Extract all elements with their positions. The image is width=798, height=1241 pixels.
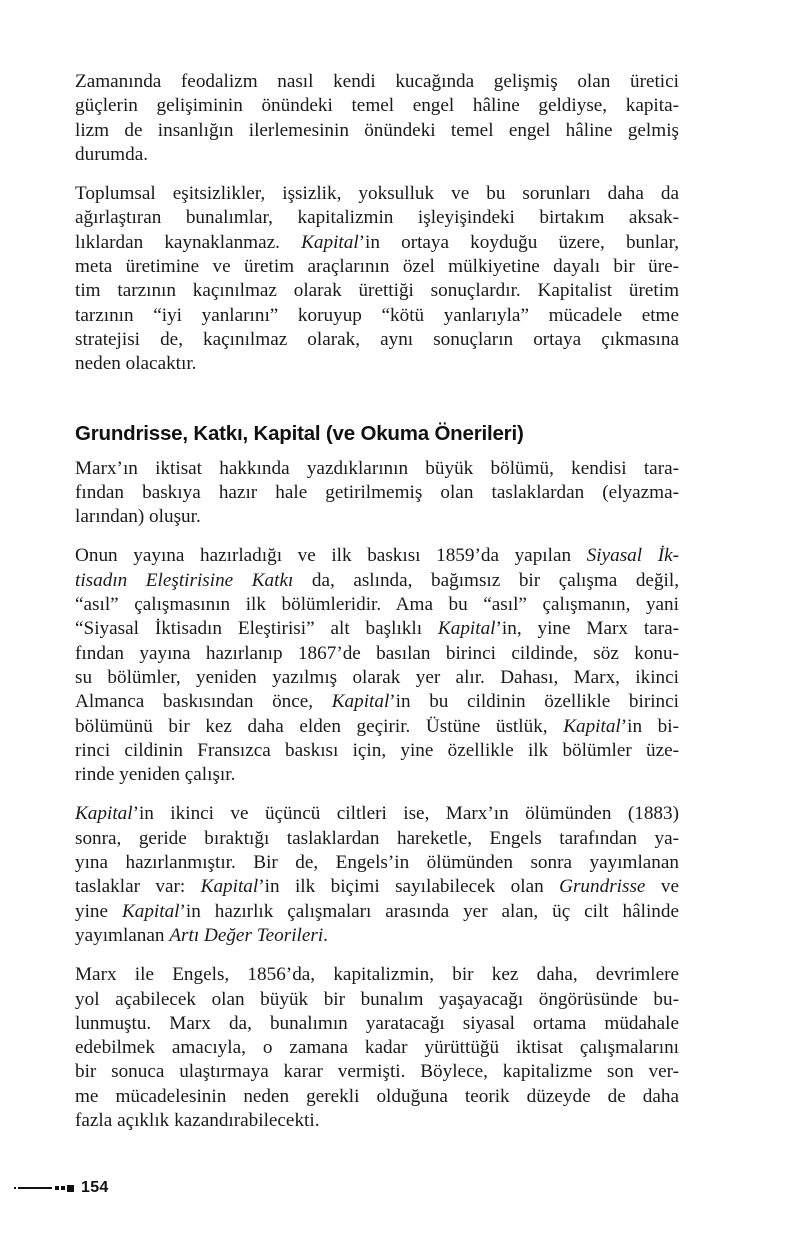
text-segment: ’in hazırlık çalışmaları arasında yer alan, üç cilt hâlinde (179, 900, 679, 922)
text-segment: lunmuştu. Marx da, bunalımın yaratacağı siyasal ortama müdahale (75, 1012, 679, 1034)
section-heading: Grundrisse, Katkı, Kapital (ve Okuma Önerileri) (75, 421, 524, 445)
text-segment: güçlerin gelişiminin önündeki temel engel hâline geldiyse, kapita- (75, 95, 679, 117)
paragraph-gap (75, 948, 679, 963)
text-line (75, 70, 679, 94)
text-line (75, 505, 679, 529)
body-text-before-heading (75, 70, 679, 377)
text-line (75, 328, 679, 352)
text-line (75, 1036, 679, 1060)
text-segment: ’in ortaya koyduğu üzere, bunlar, (358, 231, 679, 253)
text-segment: taslaklar var: (75, 876, 201, 898)
paragraph-gap (75, 787, 679, 802)
text-line (75, 1085, 679, 1109)
text-line (75, 1060, 679, 1084)
text-line (75, 1012, 679, 1036)
text-segment: me mücadelesinin neden gerekli olduğuna teorik düzeyde de daha (75, 1085, 679, 1107)
text-segment: da, aslında, bağımsız bir çalışma değil, (293, 569, 679, 591)
text-line (75, 617, 679, 641)
text-line (75, 304, 679, 328)
text-line (75, 94, 679, 118)
paragraph (75, 182, 679, 376)
italic-title-text: Kapital (563, 715, 621, 737)
text-segment: ’in bu cildinin özellikle birinci (389, 691, 679, 713)
text-segment: tarzının “iyi yanlarını” koruyup “kötü yanlarıyla” mücadele etme (75, 304, 679, 326)
spacer (75, 447, 679, 457)
text-segment: edebilmek amacıyla, o zamana kadar yürüttüğü iktisat çalışmalarını (75, 1037, 679, 1059)
text-line (75, 763, 679, 787)
book-page (75, 70, 679, 1133)
paragraph (75, 802, 679, 948)
italic-title-text: Siyasal İk- (586, 545, 679, 567)
text-line (75, 279, 679, 303)
rule-with-squares-ornament-icon (14, 1185, 74, 1192)
italic-title-text: Kapital (200, 876, 259, 898)
text-line (75, 827, 679, 851)
text-line (75, 642, 679, 666)
text-segment: tim tarzının kaçınılmaz olarak ürettiği sonuçlardır. Kapitalist üretim (75, 280, 679, 302)
text-segment: meta üretimine ve üretim araçlarının özel mülkiyetine dayalı bir üre- (75, 256, 679, 278)
text-line (75, 119, 679, 143)
body-text-after-heading (75, 457, 679, 1134)
text-line (75, 690, 679, 714)
text-line (75, 206, 679, 230)
text-line (75, 457, 679, 481)
text-line (75, 544, 679, 568)
text-segment: ve (645, 876, 679, 898)
page-number: 154 (81, 1179, 109, 1196)
italic-title-text: Kapital (437, 618, 496, 640)
text-segment: yına hazırlanmıştır. Bir de, Engels’in ölümünden sonra yayımlanan (75, 852, 679, 874)
text-segment: Onun yayına hazırladığı ve ilk baskısı 1859’da yapılan (75, 545, 587, 567)
text-segment: bir sonuca ulaştırmaya karar vermişti. Böylece, kapitalizme son ver- (75, 1061, 679, 1083)
text-line (75, 255, 679, 279)
paragraph-gap (75, 167, 679, 182)
paragraph (75, 963, 679, 1133)
text-line (75, 593, 679, 617)
italic-title-text: Kapital (121, 900, 180, 922)
text-segment: su bölümler, yeniden yazılmış olarak yer alır. Dahası, Marx, ikinci (75, 666, 679, 688)
text-segment: rinde yeniden çalışır. (75, 764, 236, 786)
text-segment: yayımlanan (75, 924, 170, 946)
text-segment: stratejisi de, kaçınılmaz olarak, aynı sonuçların ortaya çıkmasına (75, 328, 679, 350)
text-segment: Marx’ın iktisat hakkında yazdıklarının büyük bölümü, kendisi tara- (75, 457, 679, 479)
paragraph-gap (75, 529, 679, 544)
text-segment: yol açabilecek olan büyük bir bunalım yaşayacağı öngörüsünde bu- (75, 988, 679, 1010)
text-segment: fından yayına hazırlanıp 1867’de basılan birinci cildinde, söz konu- (75, 642, 679, 664)
text-segment: “asıl” çalışmasının ilk bölümleridir. Ama bu “asıl” çalışmanın, yani (75, 594, 679, 616)
text-segment: yine (75, 900, 122, 922)
text-segment: ’in ilk biçimi sayılabilecek olan (258, 876, 560, 898)
text-line (75, 182, 679, 206)
text-line (75, 802, 679, 826)
italic-title-text: Kapital (301, 231, 359, 253)
text-segment: neden olacaktır. (75, 353, 197, 375)
text-line (75, 851, 679, 875)
text-line (75, 875, 679, 899)
text-line (75, 739, 679, 763)
italic-title-text: Artı Değer Teorileri (169, 924, 324, 946)
text-line (75, 988, 679, 1012)
italic-title-text: Kapital (75, 803, 133, 825)
text-segment: durumda. (75, 143, 149, 165)
text-segment: rinci cildinin Fransızca baskısı için, yine özellikle ilk bölümler üze- (75, 739, 679, 761)
paragraph (75, 70, 679, 167)
text-line (75, 900, 679, 924)
text-segment: . (323, 924, 328, 946)
paragraph (75, 544, 679, 787)
italic-title-text: tisadın Eleştirisine Katkı (75, 569, 294, 591)
text-line (75, 924, 679, 948)
text-line (75, 666, 679, 690)
page-footer (14, 1178, 109, 1198)
text-line (75, 715, 679, 739)
text-segment: larından) oluşur. (75, 506, 201, 528)
text-line (75, 352, 679, 376)
text-segment: lizm de insanlığın ilerlemesinin önündeki temel engel hâline gelmiş (75, 119, 679, 141)
text-line (75, 481, 679, 505)
text-segment: Zamanında feodalizm nasıl kendi kucağında gelişmiş olan üretici (75, 71, 679, 92)
text-segment: Toplumsal eşitsizlikler, işsizlik, yoksulluk ve bu sorunları daha da (75, 183, 679, 205)
text-segment: “Siyasal İktisadın Eleştirisi” alt başlıklı (75, 618, 438, 640)
text-segment: fından baskıya hazır hale getirilmemiş olan taslaklardan (elyazma- (75, 481, 679, 503)
text-line (75, 231, 679, 255)
text-line (75, 569, 679, 593)
text-segment: bölümünü bir kez daha elden geçirir. Üstüne üstlük, (75, 715, 564, 737)
paragraph (75, 457, 679, 530)
text-segment: ’in, yine Marx tara- (495, 618, 679, 640)
italic-title-text: Kapital (331, 691, 390, 713)
spacer (75, 377, 679, 421)
text-segment: ’in ikinci ve üçüncü ciltleri ise, Marx’ın ölümünden (1883) (132, 803, 679, 825)
italic-title-text: Grundrisse (559, 876, 646, 898)
text-segment: Almanca baskısından önce, (75, 691, 332, 713)
text-segment: ağırlaştıran bunalımlar, kapitalizmin işleyişindeki birtakım aksak- (75, 207, 679, 229)
text-line (75, 143, 679, 167)
text-segment: fazla açıklık kazandırabilecekti. (75, 1109, 320, 1131)
text-segment: ’in bi- (620, 715, 679, 737)
text-line (75, 963, 679, 987)
text-line (75, 1109, 679, 1133)
text-segment: Marx ile Engels, 1856’da, kapitalizmin, bir kez daha, devrimlere (75, 964, 679, 986)
text-segment: lıklardan kaynaklanmaz. (75, 231, 302, 253)
text-segment: sonra, geride bıraktığı taslaklardan hareketle, Engels tarafından ya- (75, 827, 679, 849)
